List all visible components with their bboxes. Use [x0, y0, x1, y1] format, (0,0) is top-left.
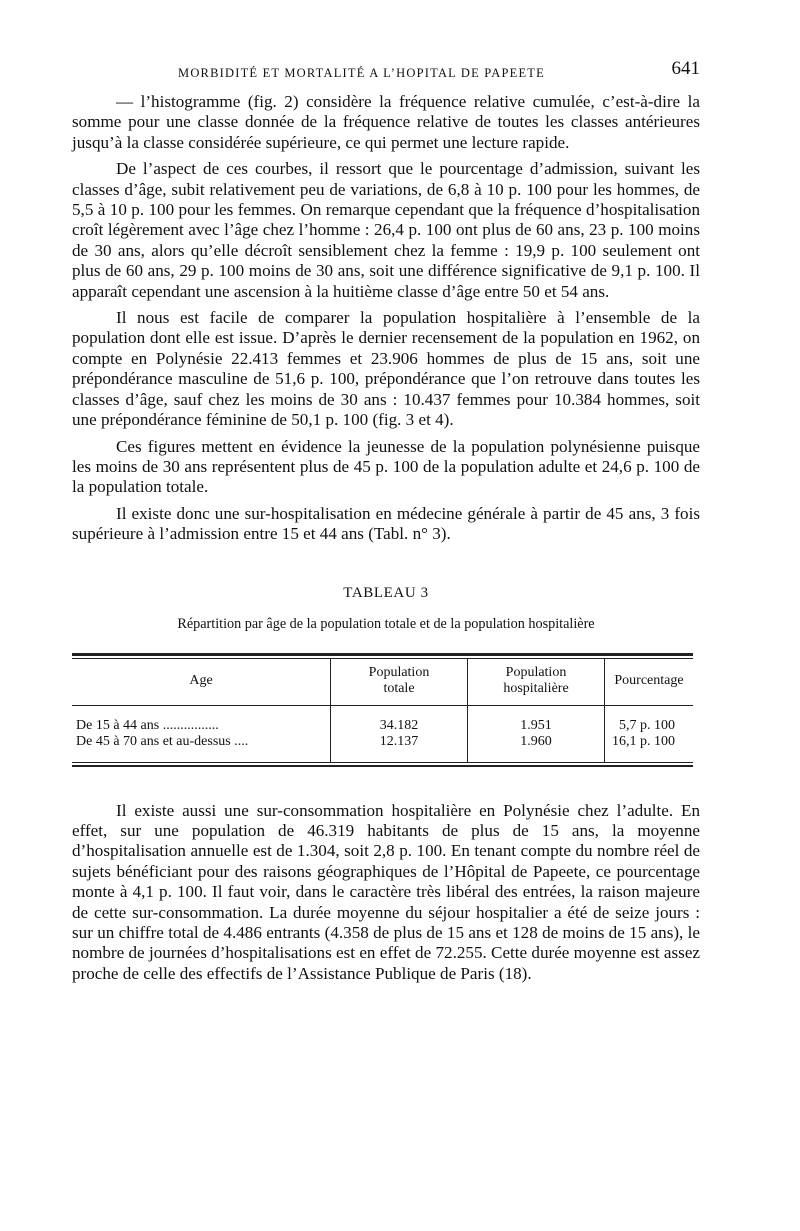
- cell-population-hospitaliere: 1.960: [468, 734, 605, 763]
- table-bottom-rule: [72, 762, 693, 766]
- page-header: [72, 56, 700, 86]
- cell-age: De 15 à 44 ans ................: [72, 718, 331, 734]
- table-header-row: [72, 658, 693, 705]
- age-distribution-table: [72, 653, 693, 767]
- cell-population-totale: 34.182: [331, 718, 468, 734]
- cell-population-hospitaliere: 1.951: [468, 718, 605, 734]
- header-age: Age: [72, 658, 331, 705]
- header-population-hospitaliere-line1: Population: [505, 664, 567, 680]
- paragraph-over-consumption: Il existe aussi une sur-consommation hospitalière en Polynésie chez l’adulte. En effet, sur une population de 46.319 habitants de plus de 15 ans, la moyenne d’hospitalisation annuelle est de 1.304, soit 2,8 p. 100. En tenant compte du nombre réel de sujets bénéficiant pour des raisons géographiques de l’Hôpital de Papeete, ce pourcentage monte à 4,1 p. 100. Il faut voir, dans le caractère très libéral des entrées, la raison majeure de cette sur-consommation. La durée moyenne du séjour hospitalier a été de seize jours : sur un chiffre total de 4.486 entrants (4.358 de plus de 15 ans et 128 de moins de 15 ans), le nombre de journées d’hospitalisations est en effet de 72.255. Cette durée moyenne est assez proche de celle des effectifs de l’Assistance Publique de Paris (18).: [72, 800, 700, 983]
- header-population-totale: [331, 658, 468, 705]
- table-row: [72, 734, 693, 763]
- header-population-totale-line2: totale: [383, 680, 415, 696]
- cell-pourcentage: 5,7 p. 100: [619, 717, 675, 733]
- header-population-hospitaliere-line2: hospitalière: [503, 680, 569, 696]
- cell-population-totale: 12.137: [331, 734, 468, 763]
- cell-age: De 45 à 70 ans et au-dessus ....: [72, 734, 331, 763]
- paragraph-admission-variation: De l’aspect de ces courbes, il ressort que le pourcentage d’admission, suivant les classes d’âge, subit relativement peu de variations, de 6,8 à 10 p. 100 pour les hommes, de 5,5 à 10 p. 100 pour les femmes. On remarque cependant que la fréquence d’hospitalisation croît légèrement avec l’âge chez l’homme : 26,4 p. 100 ont plus de 60 ans, 23 p. 100 moins de 30 ans, alors qu’elle décroît sensiblement chez la femme : 19,9 p. 100 seulement ont plus de 60 ans, 29 p. 100 moins de 30 ans, soit une différence significative de 9,1 p. 100. Il apparaît cependant une ascension à la huitième classe d’âge entre 50 et 54 ans.: [72, 159, 700, 301]
- cell-pourcentage: 16,1 p. 100: [612, 733, 675, 749]
- table-row: [72, 718, 693, 734]
- header-pourcentage: Pourcentage: [605, 658, 694, 705]
- page: [72, 56, 700, 984]
- paragraph-population-comparison: Il nous est facile de comparer la population hospitalière à l’ensemble de la population dont elle est issue. D’après le dernier recensement de la population en 1962, on compte en Polynésie 22.413 femmes et 23.906 hommes de plus de 15 ans, soit une prépondérance masculine de 51,6 p. 100, prépondérance que l’on retrouve dans toutes les classes d’âge, sauf chez les moins de 30 ans : 10.437 femmes pour 10.384 hommes, soit une prépondérance féminine de 50,1 p. 100 (fig. 3 et 4).: [72, 308, 700, 430]
- table-title: TABLEAU 3: [343, 584, 429, 601]
- paragraph-over-hospitalisation: Il existe donc une sur-hospitalisation en médecine générale à partir de 45 ans, 3 fois supérieure à l’admission entre 15 et 44 ans (Tabl. n° 3).: [72, 503, 700, 544]
- header-population-totale-line1: Population: [368, 664, 430, 680]
- running-head: MORBIDITÉ ET MORTALITÉ A L’HOPITAL DE PAPEETE: [178, 66, 545, 80]
- table-spacer: [72, 705, 693, 718]
- table-caption: Répartition par âge de la population totale et de la population hospitalière: [177, 615, 595, 632]
- page-number: 641: [671, 58, 700, 79]
- paragraph-youth: Ces figures mettent en évidence la jeunesse de la population polynésienne puisque les moins de 30 ans représentent plus de 45 p. 100 de la population adulte et 24,6 p. 100 de la population totale.: [72, 436, 700, 497]
- paragraph-histogram: — l’histogramme (fig. 2) considère la fréquence relative cumulée, c’est-à-dire la somme pour une classe donnée de la fréquence relative de toutes les classes antérieures jusqu’à la classe considérée supérieure, ce qui permet une lecture rapide.: [72, 92, 700, 152]
- header-population-hospitaliere: [468, 658, 605, 705]
